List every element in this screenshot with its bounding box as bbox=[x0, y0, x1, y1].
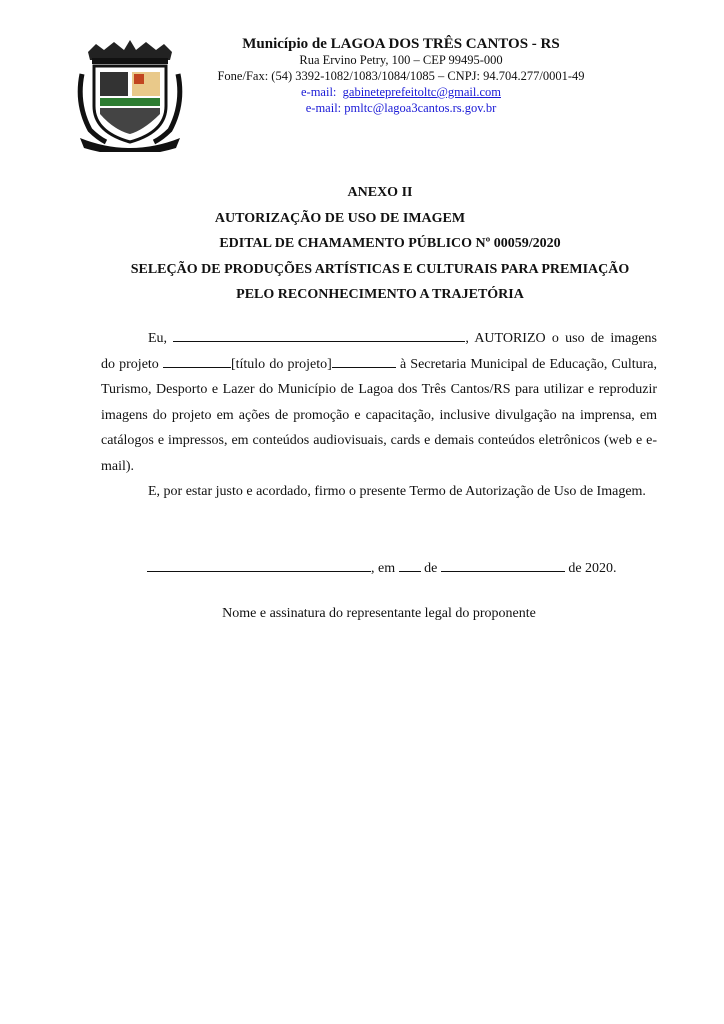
annex-title: ANEXO II bbox=[347, 185, 413, 200]
text-de: de bbox=[420, 561, 441, 576]
text-em: , em bbox=[371, 561, 399, 576]
day-blank[interactable] bbox=[399, 557, 421, 572]
project-title-placeholder: [título do projeto] bbox=[230, 356, 332, 372]
email-pmltc[interactable]: pmltc@lagoa3cantos.rs.gov.br bbox=[344, 101, 497, 115]
edital-title: EDITAL DE CHAMAMENTO PÚBLICO Nº 00059/2020 bbox=[219, 236, 561, 251]
month-blank[interactable] bbox=[441, 557, 565, 572]
paragraph-authorization bbox=[101, 326, 657, 479]
municipal-coat-of-arms bbox=[74, 34, 186, 152]
address: Rua Ervino Petry, 100 – CEP 99495-000 bbox=[299, 53, 503, 67]
project-blank-right[interactable] bbox=[332, 353, 396, 368]
signature-caption: Nome e assinatura do representante legal do proponente bbox=[222, 606, 536, 621]
selection-title: SELEÇÃO DE PRODUÇÕES ARTÍSTICAS E CULTURAIS PARA PREMIAÇÃO bbox=[130, 261, 630, 277]
place-blank[interactable] bbox=[147, 557, 371, 572]
email-link-gabinete[interactable]: gabineteprefeitoltc@gmail.com bbox=[342, 85, 501, 99]
text-eu: Eu, bbox=[148, 331, 174, 346]
email-label: e-mail: bbox=[301, 85, 337, 99]
text-autorizo: , AUTORIZO o uso de imagens do projeto bbox=[101, 331, 657, 372]
email-line-2 bbox=[196, 100, 606, 116]
document-titles bbox=[100, 180, 660, 308]
authorization-title: AUTORIZAÇÃO DE USO DE IMAGEM bbox=[214, 210, 466, 226]
recognition-title: PELO RECONHECIMENTO A TRAJETÓRIA bbox=[236, 287, 524, 302]
municipality-name: Município de LAGOA DOS TRÊS CANTOS - RS bbox=[242, 36, 560, 52]
email-label: e-mail: bbox=[305, 101, 342, 115]
name-blank[interactable] bbox=[173, 327, 465, 342]
text-year: de 2020. bbox=[564, 561, 617, 576]
project-blank-left[interactable] bbox=[163, 353, 231, 368]
place-date-line bbox=[147, 557, 627, 577]
email-line-1 bbox=[196, 84, 606, 100]
letterhead bbox=[196, 36, 606, 116]
paragraph-agreement: E, por estar justo e acordado, firmo o presente Termo de Autorização de Uso de Imagem. bbox=[148, 484, 646, 499]
phone-cnpj: Fone/Fax: (54) 3392-1082/1083/1084/1085 – CNPJ: 94.704.277/0001-49 bbox=[217, 69, 585, 83]
text-authorization-rest: à Secretaria Municipal de Educação, Cultura, Turismo, Desporto e Lazer do Município de Lagoa dos Três Cantos/RS para utilizar e reproduzir imagens do projeto em ações de promoção e capacitação, inclusive divulgação na imprensa, em catálogos e impressos, em conteúdos audiovisuais, cards e demais conteúdos eletrônicos (web e e-mail). bbox=[101, 356, 658, 474]
authorization-text bbox=[101, 326, 657, 505]
